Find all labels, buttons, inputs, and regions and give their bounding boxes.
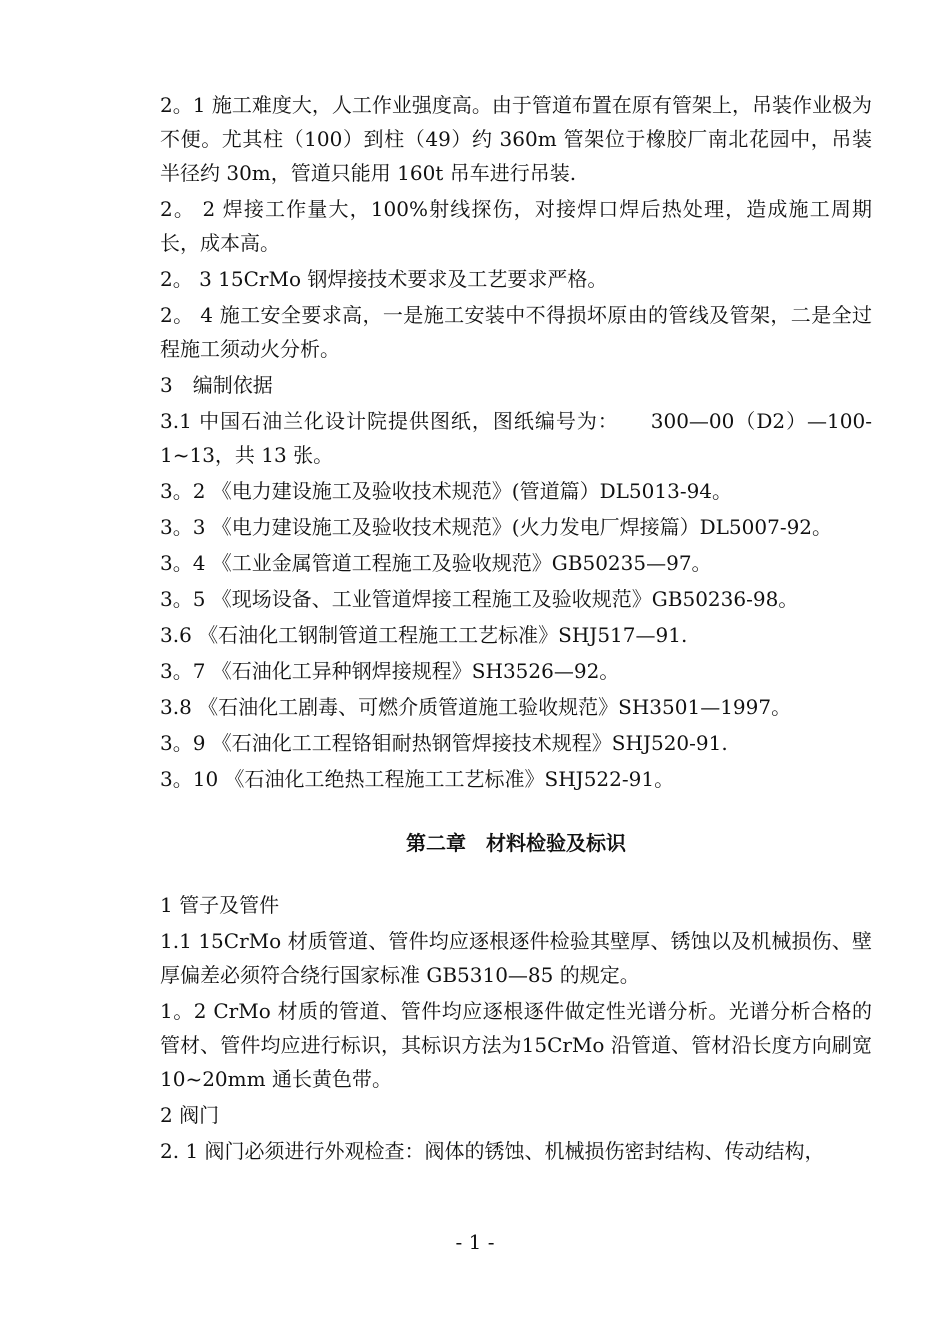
paragraph: 2。 4 施工安全要求高，一是施工安装中不得损坏原由的管线及管架，二是全过程施工须动火分析。 [160, 303, 872, 361]
section-heading: 1 管子及管件 [160, 893, 280, 917]
paragraph: 2。 3 15CrMo 钢焊接技术要求及工艺要求严格。 [160, 267, 608, 291]
reference-item: 3.6 《石油化工钢制管道工程施工工艺标准》SHJ517—91. [160, 623, 688, 647]
reference-item: 3。10 《石油化工绝热工程施工工艺标准》SHJ522-91。 [160, 767, 675, 791]
paragraph: 2. 1 阀门必须进行外观检查：阀体的锈蚀、机械损伤密封结构、传动结构， [160, 1139, 825, 1163]
reference-item: 3。5 《现场设备、工业管道焊接工程施工及验收规范》GB50236-98。 [160, 587, 799, 611]
reference-item: 3。4 《工业金属管道工程施工及验收规范》GB50235—97。 [160, 551, 712, 575]
paragraph: 3.1 中国石油兰化设计院提供图纸，图纸编号为： 300—00（D2）—100-1~13，共 13 张。 [160, 409, 872, 467]
paragraph: 1.1 15CrMo 材质管道、管件均应逐根逐件检验其壁厚、锈蚀以及机械损伤、壁厚偏差必须符合绕行国家标准 GB5310—85 的规定。 [160, 929, 872, 987]
paragraph: 2。1 施工难度大，人工作业强度高。由于管道布置在原有管架上，吊装作业极为不便。尤其柱（100）到柱（49）约 360m 管架位于橡胶厂南北花园中，吊装半径约 30m，管道只能用 160t 吊车进行吊装. [160, 93, 872, 185]
reference-item: 3.8 《石油化工剧毒、可燃介质管道施工验收规范》SH3501—1997。 [160, 695, 792, 719]
paragraph: 2。 2 焊接工作量大，100%射线探伤，对接焊口焊后热处理，造成施工周期长，成本高。 [160, 197, 872, 255]
reference-item: 3。3 《电力建设施工及验收技术规范》(火力发电厂焊接篇）DL5007-92。 [160, 515, 833, 539]
reference-item: 3。2 《电力建设施工及验收技术规范》(管道篇）DL5013-94。 [160, 479, 733, 503]
page-number: - 1 - [455, 1230, 495, 1254]
section-heading: 3 编制依据 [160, 373, 273, 397]
section-heading: 2 阀门 [160, 1103, 220, 1127]
reference-item: 3。7 《石油化工异种钢焊接规程》SH3526—92。 [160, 659, 620, 683]
reference-item: 3。9 《石油化工工程铬钼耐热钢管焊接技术规程》SHJ520-91. [160, 731, 728, 755]
paragraph: 1。2 CrMo 材质的管道、管件均应逐根逐件做定性光谱分析。光谱分析合格的管材、管件均应进行标识，其标识方法为15CrMo 沿管道、管材沿长度方向刷宽 10~20mm 通长黄色带。 [160, 999, 872, 1091]
document-body [160, 88, 872, 1170]
chapter-heading: 第二章 材料检验及标识 [406, 831, 626, 855]
